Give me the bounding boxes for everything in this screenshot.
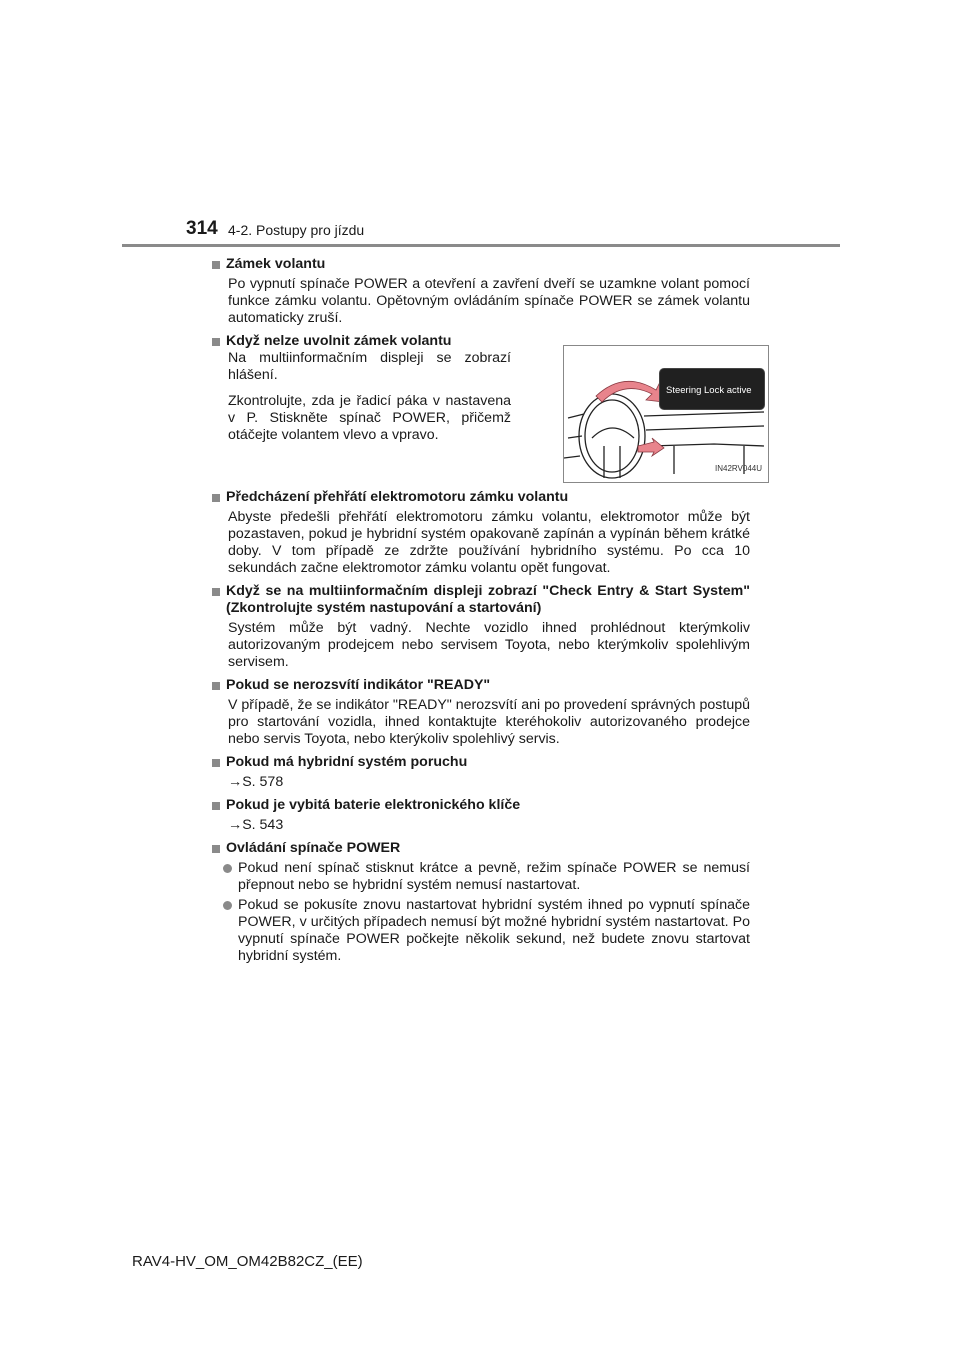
section-heading [210, 677, 750, 694]
section-text: Zkontrolujte, zda je řadicí páka v nastavena v P. Stiskněte spínač POWER, přičemž otáčejte volantem vlevo a vpravo. [228, 393, 511, 443]
section-power-switch [210, 840, 750, 965]
display-message: Steering Lock active [666, 385, 752, 396]
section-steering-lock [210, 256, 750, 327]
square-bullet-icon [212, 759, 220, 767]
figure-label: IN42RV044U [715, 464, 762, 473]
section-title: Když se na multiinformačním displeji zobrazí "Check Entry & Start System" (Zkontrolujte systém nastupování a startování) [226, 583, 750, 616]
steering-lock-illustration [563, 345, 769, 483]
section-title: Když nelze uvolnit zámek volantu [226, 333, 452, 349]
steering-lock-display [659, 368, 765, 410]
square-bullet-icon [212, 845, 220, 853]
circle-bullet-icon [223, 901, 232, 910]
section-key-battery [210, 797, 750, 834]
section-heading [210, 797, 750, 814]
section-text: Na multiinformačním displeji se zobrazí hlášení. [228, 350, 511, 383]
section-text-block [228, 350, 511, 483]
section-heading [210, 583, 750, 617]
section-text: Systém může být vadný. Nechte vozidlo ihned prohlédnout kterýmkoliv autorizovaným prodejcem nebo servisem Toyota, nebo kterýmkoliv spolehlivým servisem. [228, 620, 750, 670]
square-bullet-icon [212, 588, 220, 596]
section-check-entry [210, 583, 750, 671]
section-ready-indicator [210, 677, 750, 748]
section-title: Ovládání spínače POWER [226, 840, 401, 856]
section-header: 4-2. Postupy pro jízdu [228, 222, 365, 238]
page-content [210, 256, 762, 971]
header-divider [122, 244, 840, 247]
square-bullet-icon [212, 682, 220, 690]
list-item [210, 897, 750, 965]
section-text: V případě, že se indikátor "READY" nerozsvítí ani po provedení správných postupů pro startování vozidla, ihned kontaktujte kteréhokoliv autorizovaného prodejce nebo servis Toyota, nebo kterýkoliv spolehlivý servis. [228, 697, 750, 747]
section-title: Předcházení přehřátí elektromotoru zámku volantu [226, 489, 569, 505]
text-with-figure [210, 350, 762, 483]
page-reference: →S. 543 [228, 817, 284, 833]
section-hybrid-fault [210, 754, 750, 791]
section-lock-release [210, 333, 762, 483]
section-heading [210, 840, 750, 857]
list-item-text: Pokud není spínač stisknut krátce a pevně, režim spínače POWER se nemusí přepnout nebo se hybridní systém nemusí nastartovat. [238, 860, 750, 893]
square-bullet-icon [212, 338, 220, 346]
list-item-text: Pokud se pokusíte znovu nastartovat hybridní systém ihned po vypnutí spínače POWER, v určitých případech nemusí být možné hybridní systém nastartovat. Po vypnutí spínače POWER počkejte několik sekund, než budete znovu startovat hybridní systém. [238, 897, 750, 964]
section-text: Po vypnutí spínače POWER a otevření a zavření dveří se uzamkne volant pomocí funkce zámku volantu. Opětovným ovládáním spínače POWER se zámek volantu automaticky zruší. [228, 276, 750, 326]
document-code: RAV4-HV_OM_OM42B82CZ_(EE) [132, 1253, 363, 1270]
section-title: Pokud je vybitá baterie elektronického klíče [226, 797, 521, 813]
section-title: Pokud se nerozsvítí indikátor "READY" [226, 677, 491, 693]
square-bullet-icon [212, 261, 220, 269]
section-heading [210, 256, 750, 273]
square-bullet-icon [212, 802, 220, 810]
section-title: Zámek volantu [226, 256, 326, 272]
section-text: Abyste předešli přehřátí elektromotoru zámku volantu, elektromotor může být pozastaven, pokud je hybridní systém opakovaně zapínán a vypínán během krátké doby. V tom případě ze zdržte používání hybridního systému. Po cca 10 sekundách začne elektromotor zámku volantu opět fungovat. [228, 509, 750, 576]
list-item [210, 860, 750, 894]
page-reference: →S. 578 [228, 774, 284, 790]
section-heading [210, 489, 750, 506]
section-overheat [210, 489, 750, 577]
section-title: Pokud má hybridní systém poruchu [226, 754, 468, 770]
square-bullet-icon [212, 494, 220, 502]
circle-bullet-icon [223, 864, 232, 873]
section-heading [210, 754, 750, 771]
page-number: 314 [186, 218, 218, 239]
